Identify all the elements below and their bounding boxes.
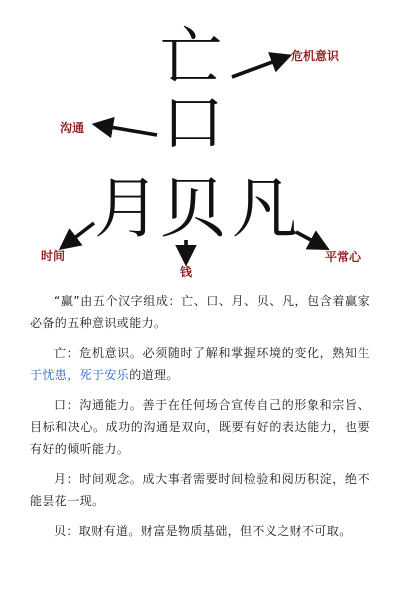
char-fan: 凡 — [232, 170, 298, 247]
paragraph-kou: 口：沟通能力。善于在任何场合宣传自己的形象和宗旨、目标和决心。成功的沟通是双向，既要有好的表达能力，也要有好的倾听能力。 — [30, 398, 370, 456]
label-communication: 沟通 — [60, 121, 85, 135]
arrow-to-time — [64, 223, 94, 246]
char-bei: 贝 — [160, 170, 226, 247]
paragraph-intro: “赢”由五个汉字组成：亡、口、月、贝、凡，包含着赢家必备的五种意识或能力。 — [30, 294, 370, 330]
wang-text-after: 的道理。 — [129, 368, 179, 382]
label-crisis-awareness: 危机意识 — [291, 49, 340, 63]
arrow-to-crisis — [232, 57, 286, 77]
char-yue: 月 — [94, 170, 160, 247]
char-kou: 口 — [162, 86, 225, 159]
paragraph-wang — [30, 342, 370, 386]
wang-text-before: 亡：危机意识。必须随时了解和掌握环境的变化，熟知 — [54, 346, 358, 360]
paragraph-bei: 贝：取财有道。财富是物质基础，但不义之财不可取。 — [54, 524, 352, 538]
arrow-to-calm — [296, 232, 324, 247]
paragraph-yue: 月：时间观念。成大事者需要时间检验和阅历积淀，绝不能昙花一现。 — [30, 472, 370, 508]
char-wang: 亡 — [160, 20, 223, 93]
label-time: 时间 — [41, 249, 66, 263]
label-calm-mind: 平常心 — [325, 250, 362, 264]
explanation-text — [30, 290, 370, 550]
wang-proverb-highlight: 生于忧患，死于安乐 — [30, 346, 370, 382]
label-money: 钱 — [180, 265, 193, 279]
ying-character-diagram — [0, 0, 400, 285]
arrow-to-communication — [98, 125, 157, 135]
diagram-arrows — [0, 0, 400, 285]
